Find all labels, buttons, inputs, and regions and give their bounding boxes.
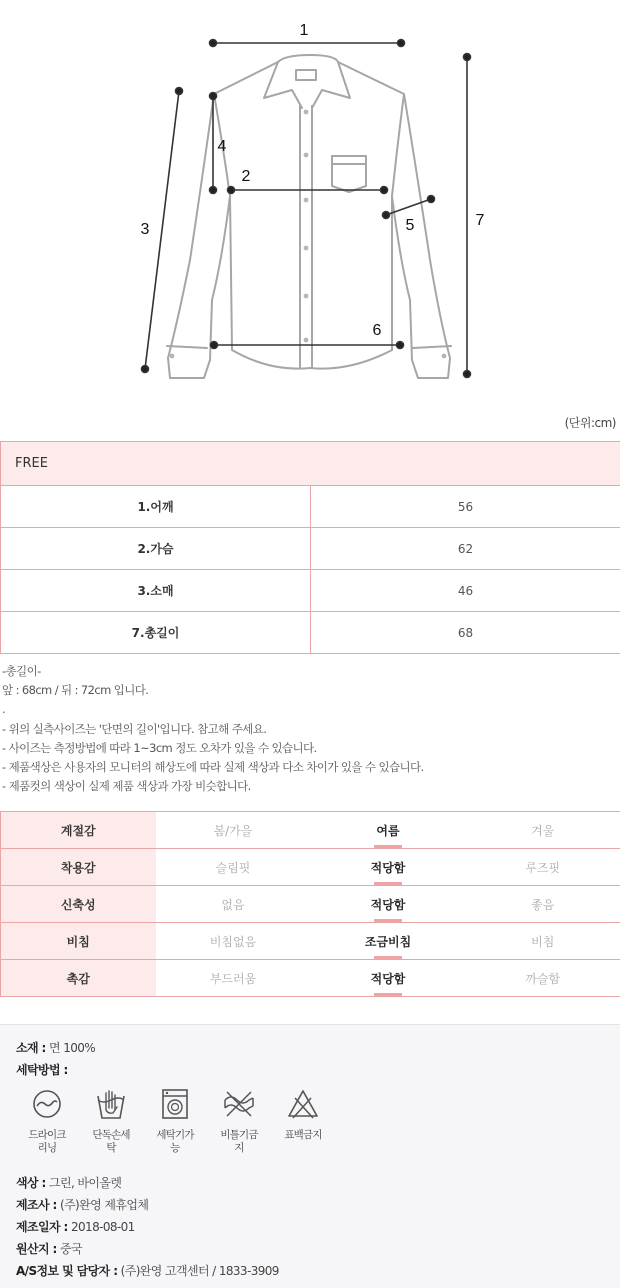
no-wring-icon	[221, 1088, 257, 1120]
feel-option: 없음	[156, 886, 311, 923]
care-label-line2: 탁	[106, 1142, 116, 1154]
size-label: 2.가슴	[1, 528, 311, 570]
size-value: 46	[311, 570, 620, 612]
measure-label-1: 1	[299, 22, 309, 39]
care-title	[16, 1061, 68, 1078]
hand-wash-icon	[95, 1088, 127, 1120]
care-label	[275, 1129, 331, 1142]
measure-label-6: 6	[372, 322, 382, 339]
material-label: 소재 :	[16, 1041, 46, 1055]
material-line	[16, 1039, 95, 1056]
care-item-washing-machine	[147, 1088, 203, 1155]
size-label: 7.총길이	[1, 612, 311, 654]
size-header: FREE	[1, 442, 620, 486]
care-label	[19, 1129, 75, 1155]
feel-option-selected: 적당함	[311, 886, 466, 923]
note-line: - 제품색상은 사용자의 모니터의 해상도에 따라 실제 색상과 다소 차이가 있을 수 있습니다.	[2, 760, 424, 775]
size-label: 1.어깨	[1, 486, 311, 528]
feel-category: 계절감	[1, 812, 156, 849]
care-label-line2: 리닝	[37, 1142, 57, 1154]
feel-option-selected: 여름	[311, 812, 466, 849]
measure-label-7: 7	[475, 212, 485, 229]
care-label-line1: 비틀기금	[220, 1129, 258, 1141]
care-label-line1: 단독손세	[92, 1129, 130, 1141]
note-line: -총길이-	[2, 664, 41, 678]
size-value: 68	[311, 612, 620, 654]
dry-clean-icon	[31, 1088, 63, 1120]
manufacture-date-line	[16, 1218, 135, 1235]
care-item-dry-clean	[19, 1088, 75, 1155]
feel-option: 겨울	[466, 812, 620, 849]
measure-label-4: 4	[217, 138, 227, 155]
size-table	[0, 441, 620, 654]
table-row	[1, 612, 620, 654]
size-notes	[2, 662, 424, 796]
care-label	[211, 1129, 267, 1155]
feel-option: 좋음	[466, 886, 620, 923]
material-value: 면 100%	[48, 1041, 96, 1055]
color-line	[16, 1174, 121, 1191]
unit-note: (단위:cm)	[564, 416, 616, 430]
table-row	[1, 486, 620, 528]
fit-feel-table	[0, 811, 620, 997]
maker-value: (주)완영 제휴업체	[59, 1198, 149, 1212]
origin-line	[16, 1240, 82, 1257]
care-label-line1: 표백금지	[284, 1129, 322, 1141]
feel-option: 까슬함	[466, 960, 620, 997]
maker-line	[16, 1196, 148, 1213]
washing-machine-icon	[159, 1088, 191, 1120]
size-value: 56	[311, 486, 620, 528]
table-row	[1, 812, 620, 849]
as-info-label: A/S정보 및 담당자 :	[16, 1264, 118, 1278]
care-label	[147, 1129, 203, 1155]
table-row	[1, 923, 620, 960]
feel-option: 봄/가을	[156, 812, 311, 849]
care-label-line1: 드라이크	[28, 1129, 66, 1141]
feel-category: 촉감	[1, 960, 156, 997]
note-line: .	[2, 702, 6, 717]
care-label-line2: 지	[234, 1142, 244, 1154]
table-row	[1, 528, 620, 570]
no-bleach-icon	[287, 1088, 319, 1120]
color-label: 색상 :	[16, 1176, 46, 1190]
note-line: - 제품컷의 색상이 실제 제품 색상과 가장 비슷합니다.	[2, 779, 251, 794]
measure-label-3: 3	[140, 221, 150, 238]
table-row	[1, 960, 620, 997]
feel-option: 비침	[466, 923, 620, 960]
feel-category: 착용감	[1, 849, 156, 886]
care-label-line1: 세탁기가	[156, 1129, 194, 1141]
care-label-line2: 능	[170, 1142, 180, 1154]
maker-label: 제조사 :	[16, 1198, 57, 1212]
feel-option: 부드러움	[156, 960, 311, 997]
measure-label-5: 5	[405, 217, 415, 234]
feel-option-selected: 적당함	[311, 849, 466, 886]
measure-label-2: 2	[241, 168, 251, 185]
table-row	[1, 570, 620, 612]
care-label	[83, 1129, 139, 1155]
care-title-label: 세탁방법 :	[16, 1063, 68, 1077]
feel-option-selected: 조금비침	[311, 923, 466, 960]
note-line: - 위의 실측사이즈는 '단면의 길이'입니다. 참고해 주세요.	[2, 721, 267, 736]
size-table-header-row	[1, 442, 620, 486]
size-value: 62	[311, 528, 620, 570]
size-label: 3.소매	[1, 570, 311, 612]
origin-label: 원산지 :	[16, 1242, 57, 1256]
feel-option: 비침없음	[156, 923, 311, 960]
feel-option-selected: 적당함	[311, 960, 466, 997]
origin-value: 중국	[59, 1242, 82, 1256]
note-line: - 사이즈는 측정방법에 따라 1~3cm 정도 오차가 있을 수 있습니다.	[2, 740, 317, 755]
care-item-no-wring	[211, 1088, 267, 1155]
table-row	[1, 849, 620, 886]
color-value: 그린, 바이올렛	[48, 1176, 122, 1190]
feel-option: 루즈핏	[466, 849, 620, 886]
care-item-no-bleach	[275, 1088, 331, 1142]
care-item-hand-wash	[83, 1088, 139, 1155]
product-info-panel	[0, 1024, 620, 1288]
as-info-value: (주)완영 고객센터 / 1833-3909	[120, 1264, 279, 1278]
feel-category: 비침	[1, 923, 156, 960]
shirt-measurement-diagram	[0, 0, 620, 400]
feel-option: 슬림핏	[156, 849, 311, 886]
note-line: 앞 : 68cm / 뒤 : 72cm 입니다.	[2, 683, 149, 698]
manufacture-date-label: 제조일자 :	[16, 1220, 68, 1234]
manufacture-date-value: 2018-08-01	[70, 1220, 135, 1234]
table-row	[1, 886, 620, 923]
as-info-line	[16, 1262, 279, 1279]
feel-category: 신축성	[1, 886, 156, 923]
